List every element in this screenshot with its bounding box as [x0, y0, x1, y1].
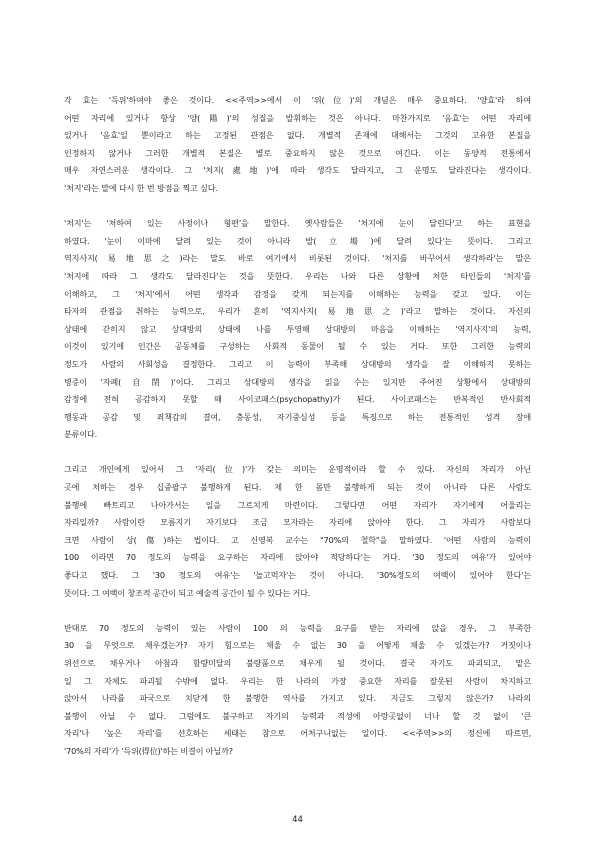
text-line: 반대로 70 정도의 능력이 있는 사람이 100 의 능력을 요구를 받는 자리에 앉을 경우, 그 부족한: [64, 622, 531, 633]
text-line: 앉아서 나라를 파국으로 치닫게 한 불행한 역사를 가지고 있다. 지금도 그렇지 않은가? 나라의: [64, 693, 531, 704]
text-line: 일 그 자체도 파괴될 수밖에 없다. 우리는 한 나라의 가장 중요한 자리를 잘못된 사람이 차지하고: [64, 675, 531, 686]
text-line: 좋다고 했다. 그 '30 정도의 여유'는 '놀고먹자'는 것이 아니다. '30%정도의 여백이 있어야 한다'는: [64, 570, 531, 581]
text-line: 30 을 무엇으로 채우겠는가? 자기 힘으로는 채울 수 없는 30 을 어떻게 채울 수 있겠는가? 거짓이나: [64, 640, 531, 651]
text-line: 자리'나 '높은 자리'를 선호하는 세태는 참으로 어처구니없는 일이다. <<주역>>의 정신에 따르면,: [64, 728, 531, 739]
text-line: 정도가 사람의 사회성을 결정한다. 그리고 이 능력이 부족해 상대방의 생각을 잘 이해하지 못하는: [64, 358, 531, 369]
text-line: 이것이 있기에 인간은 공동체를 구성하는 사회적 동물이 될 수 있는 거다. 또한 그러한 능력의: [64, 341, 531, 352]
text-line: 분류이다.: [64, 429, 98, 440]
text-line: '처지에 따라 그 생각도 달라진다'는 것을 뜻한다. 우리는 나와 다른 상황에 처한 타인들의 '처지'를: [64, 270, 531, 281]
text-line: 역지사지(易地思之)라는 말도 바로 여기에서 비롯된 것이다. '처지를 바꾸어서 생각하라'는 말은: [64, 253, 531, 264]
text-line: 곳에 처하는 경우 십중팔구 불행하게 된다. 제 한 몸만 불행하게 되는 것이 아니라 다른 사람도: [64, 482, 531, 493]
text-line: 불행에 빠트리고 나아가서는 일을 그르치게 마련이다. 그렇다면 어떤 자리가 자기에게 어울리는: [64, 499, 531, 510]
text-line: '70%의 자리'가 '득위(得位)'하는 비결이 아닐까?: [64, 745, 233, 756]
text-line: '처지'는 '처하여 있는 사정이나 형편'을 말한다. 옛사람들은 '처지에 눈이 달린다'고 하는 표현을: [64, 218, 531, 229]
text-line: 이해하고, 그 '처지'에서 어떤 생각과 감정을 갖게 되는지를 이해하는 능력을 갖고 있다. 이는: [64, 288, 531, 299]
text-line: 병증이 '자폐(自閉)'이다. 그리고 상대방의 생각을 읽을 수는 있지만 주어진 상황에서 상대방의: [64, 376, 531, 387]
text-line: 크면 사람이 상(傷)하는 법이다. 고 신영복 교수는 "70%의 철학"을 말하였다. '어떤 사람의 능력이: [64, 534, 531, 545]
text-line: 하였다. '눈이 이마에 달려 있는 것이 아니라 발(立場)에 달려 있다'는 뜻이다. 그리고: [64, 235, 531, 246]
text-line: 있거나 '음효'일 뿐이라고 하는 고정된 관점은 없다. 개별적 존재에 대해서는 그것의 고유한 본질을: [64, 130, 531, 141]
paragraph-4: [64, 620, 531, 761]
document-body: [64, 92, 531, 778]
text-line: 행동과 공감 및 죄책감의 결여, 충동성, 자기중심성 등을 특징으로 하는 전통적인 성격 장애: [64, 411, 531, 422]
text-line: 불행이 아닐 수 없다. 그럼에도 불구하고 자기의 능력과 적성에 아랑곳없이 너나 할 것 없이 '큰: [64, 710, 531, 721]
paragraph-1: [64, 92, 531, 198]
text-line: 타자의 관점을 취하는 능력으로, 우리가 흔히 '역지사지(易地思之)'라고 말하는 것이다. 자신의: [64, 306, 531, 317]
paragraph-3: [64, 461, 531, 602]
text-line: 각 효는 '득위'하여야 좋은 것이다. <<주역>>에서 이 '위(位)'의 개념은 매우 중요하다. '양효'라 하여: [64, 95, 531, 105]
text-line: 감정에 전혀 공감하지 못할 때 사이코패스(psychopathy)가 된다. 사이코패스는 반복적인 반사회적: [64, 394, 531, 405]
text-line: 어떤 자리에 있거나 항상 '양(陽)'의 성질을 발휘하는 것은 아니다. 마찬가지로 '음효'는 어떤 자리에: [64, 112, 531, 123]
text-line: 뜻이다. 그 여백이 창조적 공간이 되고 예술적 공간이 될 수 있다는 거다.: [64, 587, 311, 598]
text-line: 인정하지 않거나 그러한 개별적 본질은 별로 중요하지 않은 것으로 여긴다. 이는 동양적 전통에서: [64, 147, 531, 158]
text-line: '처지'라는 말에 다시 한 번 방점을 찍고 싶다.: [64, 182, 218, 193]
text-line: 자리일까? 사람이란 모름지기 자기보다 조금 모자라는 자리에 앉아야 한다. 그 자리가 사람보다: [64, 517, 531, 528]
text-line: 위선으로 채우거나 아첨과 함량미달의 불량품으로 채우게 될 것이다. 결국 자기도 파괴되고, 맡은: [64, 658, 531, 668]
text-line: 그리고 개인에게 있어서 그 '자리(位)'가 갖는 의미는 운명적이라 할 수 있다. 자신의 자리가 아닌: [64, 464, 531, 475]
text-line: 상태에 갇히지 않고 상대방의 상태에 나를 투영해 상대방의 마음을 이해하는 '역지사지'의 능력,: [64, 323, 531, 334]
text-line: 매우 자연스러운 생각이다. 그 '처지(處地)'에 따라 생각도 달라지고, 그 운명도 달라진다는 생각이다.: [64, 165, 531, 176]
paragraph-2: [64, 215, 531, 444]
text-line: 100 이라면 70 정도의 능력을 요구하는 자리에 앉아야 적당하다'는 거다. '30 정도의 여유'가 있어야: [64, 552, 531, 563]
page-number: 44: [292, 815, 303, 825]
